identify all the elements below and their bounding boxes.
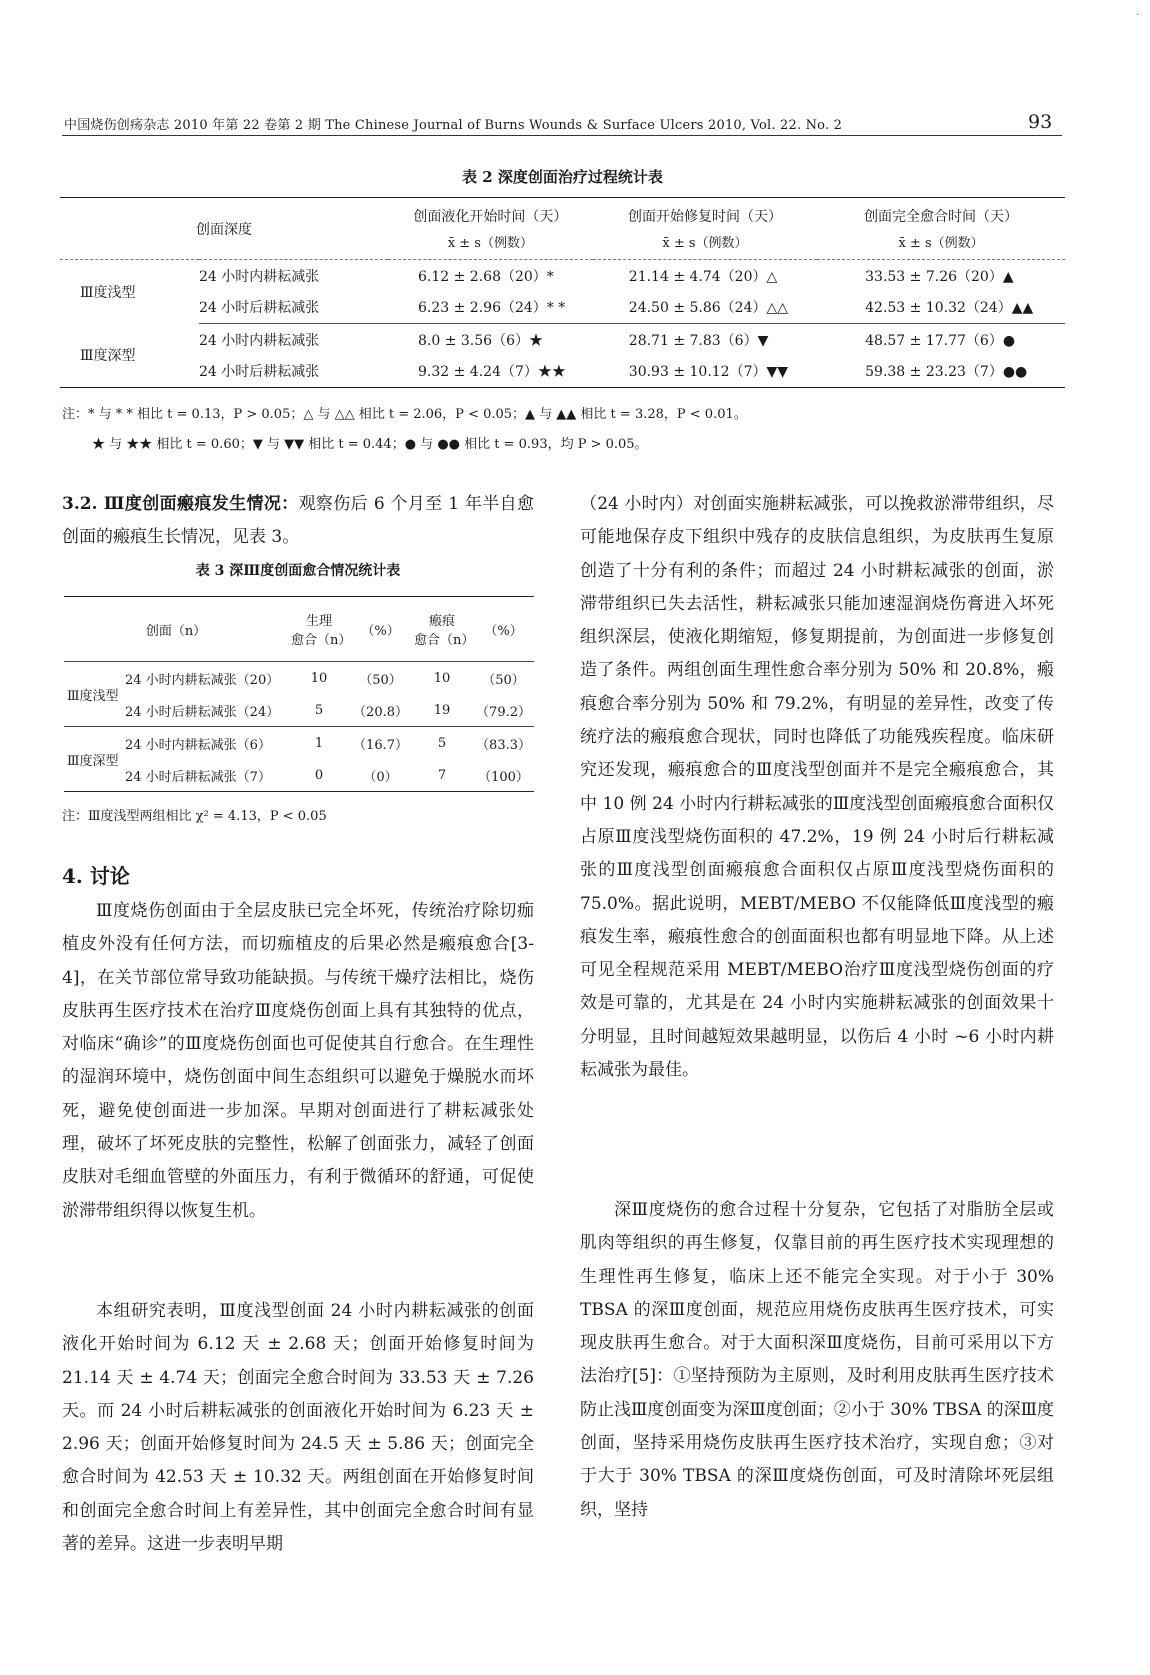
table-row (64, 662, 534, 695)
table2-col-repair-unit: x̄ ± s（例数） (662, 236, 748, 251)
table2-cell: 28.71 ± 7.83（6）▼ (628, 332, 769, 349)
table2-cell: 6.23 ± 2.96（24）* * (388, 292, 593, 324)
table3-col-pct2: （%） (473, 597, 534, 662)
table2-col-depth-label: 创面深度 (196, 221, 252, 238)
section-4-heading: 4. 讨论 (62, 864, 130, 888)
table2-col-liquefaction (388, 198, 593, 260)
table3-col-phys-unit: 愈合（n） (291, 633, 352, 648)
table-row (60, 324, 1065, 356)
table2-cell: 33.53 ± 7.26（20）▲ (865, 268, 1014, 285)
table3-caption: 表 3 深Ⅲ度创面愈合情况统计表 (195, 563, 401, 579)
table3-col-phys (288, 597, 350, 662)
table2-row-label: 24 小时后耕耘减张 (199, 356, 388, 388)
discussion-paragraph-2: 本组研究表明，Ⅲ度浅型创面 24 小时内耕耘减张的创面液化开始时间为 6.12 天 ± 2.68 天；创面开始修复时间为 21.14 天 ± 4.74 天；创面完全愈合时间为 33.53 天 ± 7.26 天。而 24 小时后耕耘减张的创面液化开始时间为 6.23 天 ± 2.96 天；创面开始修复时间为 24.5 天 ± 5.86 天；创面完全愈合时间为 42.53 天 ± 10.32 天。两组创面在开始修复时间和创面完全愈合时间上有差异性，其中创面完全愈合时间有显著的差异。这进一步表明早期 (62, 1301, 534, 1555)
table2-cell: 6.12 ± 2.68（20）* (418, 268, 554, 285)
page-number: 93 (1028, 111, 1053, 133)
table3-col-scar (411, 597, 473, 662)
table3-cell: 5 (411, 727, 473, 760)
table3-cell: （20.8） (353, 704, 408, 720)
table3-cell: 10 (310, 670, 328, 686)
table2-col-repair (593, 198, 817, 260)
table3-col-scar-unit: 愈合（n） (414, 633, 475, 648)
table3-col-phys-label: 生理 (306, 614, 333, 629)
table3-cell: 7 (411, 759, 473, 792)
table2-cell: 8.0 ± 3.56（6）★ (418, 332, 543, 349)
table3-col-scar-label: 瘢痕 (429, 614, 456, 629)
table3-col-pct: （%） (350, 597, 411, 662)
table-row (64, 727, 534, 760)
table2-col-repair-label: 创面开始修复时间（天） (627, 209, 782, 225)
table2-cell: 9.32 ± 4.24（7）★★ (388, 356, 593, 388)
table2-col-liquefaction-label: 创面液化开始时间（天） (413, 209, 568, 225)
table2-header-row (60, 198, 1065, 260)
table2-col-healing-label: 创面完全愈合时间（天） (864, 209, 1019, 225)
table3-cell: 0 (288, 759, 350, 792)
table2-col-healing (817, 198, 1065, 260)
table3-note: 注：Ⅲ度浅型两组相比 χ² = 4.13，P < 0.05 (62, 809, 327, 824)
table2-col-depth (60, 198, 388, 260)
table2-group-label: Ⅲ度深型 (60, 324, 199, 388)
table3-cell: 5 (314, 702, 324, 718)
table2-cell: 48.57 ± 17.77（6）● (865, 332, 1016, 349)
table3-header-row (64, 597, 534, 662)
table-row (60, 292, 1065, 324)
corner-mark: · (1136, 10, 1140, 21)
table2-group-label: Ⅲ度浅型 (80, 284, 136, 301)
discussion-paragraph-3: （24 小时内）对创面实施耕耘减张，可以挽救淤滞带组织，尽可能地保存皮下组织中残存的皮肤信息组织，为皮肤再生复原创造了十分有利的条件；而超过 24 小时耕耘减张的创面，淤滞带组织已失去活性，耕耘减张只能加速湿润烧伤膏进入坏死组织深层，使液化期缩短，修复期提前，为创面进一步修复创造了条件。两组创面生理性愈合率分别为 50% 和 20.8%，瘢痕愈合率分别为 50% 和 79.2%，有明显的差异性，改变了传统疗法的瘢痕愈合现状，同时也降低了功能残疾程度。临床研究还发现，瘢痕愈合的Ⅲ度浅型创面并不是完全瘢痕愈合，其中 10 例 24 小时内行耕耘减张的Ⅲ度浅型创面瘢痕愈合面积仅占原Ⅲ度浅型烧伤面积的 47.2%，19 例 24 小时后行耕耘减张的Ⅲ度浅型创面瘢痕愈合面积仅占原Ⅲ度浅型烧伤面积的 75.0%。据此说明，MEBT/MEBO 不仅能降低Ⅲ度浅型的瘢痕发生率，瘢痕性愈合的创面面积也都有明显地下降。从上述可见全程规范采用 MEBT/MEBO治疗Ⅲ度浅型烧伤创面的疗效是可靠的，尤其是在 24 小时内实施耕耘减张的创面效果十分明显，且时间越短效果越明显，以伤后 4 小时 ~6 小时内耕耘减张为最佳。 (580, 494, 1054, 1081)
table3-cell: 19 (433, 702, 451, 718)
table2-cell: 21.14 ± 4.74（20）△ (628, 268, 778, 285)
table2-caption: 表 2 深度创面治疗过程统计表 (462, 168, 663, 186)
table2-row-label: 24 小时内耕耘减张 (199, 268, 320, 285)
table3-cell: （16.7） (350, 727, 411, 760)
header-rule (62, 135, 1062, 136)
table-row (64, 694, 534, 727)
table-row (64, 759, 534, 792)
table2-col-healing-unit: x̄ ± s（例数） (898, 236, 984, 251)
table2-note-2: ★ 与 ★★ 相比 t = 0.60；▼ 与 ▼▼ 相比 t = 0.44；● 与 ●● 相比 t = 0.93，均 P > 0.05。 (92, 437, 648, 452)
table2-row-label: 24 小时后耕耘减张 (199, 292, 388, 324)
table3-row-label: 24 小时后耕耘减张（24） (125, 704, 280, 720)
table2-col-liquefaction-unit: x̄ ± s（例数） (447, 236, 533, 251)
discussion-paragraph-4: 深Ⅲ度烧伤的愈合过程十分复杂，它包括了对脂肪全层或肌肉等组织的再生修复，仅靠目前的再生医疗技术实现理想的生理性再生修复，临床上还不能完全实现。对于小于 30% TBSA 的深Ⅲ度创面，规范应用烧伤皮肤再生医疗技术，可实现皮肤再生愈合。对于大面积深Ⅲ度烧伤，目前可采用以下方法治疗[5]：①坚持预防为主原则，及时利用皮肤再生医疗技术防止浅Ⅲ度创面变为深Ⅲ度创面；②小于 30% TBSA 的深Ⅲ度创面，坚持采用烧伤皮肤再生医疗技术治疗，实现自愈；③对于大于 30% TBSA 的深Ⅲ度烧伤创面，可及时清除坏死层组织，坚持 (580, 1200, 1054, 1520)
table3-row-label: 24 小时内耕耘减张（6） (122, 727, 288, 760)
table3-cell: （0） (350, 759, 411, 792)
table3-cell: （50） (359, 672, 402, 688)
table2-cell: 42.53 ± 10.32（24）▲▲ (817, 292, 1065, 324)
table2-row-label: 24 小时内耕耘减张 (199, 332, 320, 349)
section-3-2-text: 观察伤后 6 个月至 1 年半自愈创面的瘢痕生长情况，见表 3。 (62, 494, 534, 548)
table-row (60, 260, 1065, 292)
table3-col-wound: 创面（n） (64, 597, 288, 662)
table3-row-label: 24 小时内耕耘减张（20） (125, 672, 280, 688)
table3-cell: （100） (473, 759, 534, 792)
running-header: 中国烧伤创疡杂志 2010 年第 22 卷第 2 期 The Chinese Journal of Burns Wounds & Surface Ulcers 2010, Vol. 22. No. 2 (64, 118, 843, 133)
table3-cell: 1 (288, 727, 350, 760)
table3-cell: （50） (482, 672, 525, 688)
table-3 (64, 596, 534, 792)
table3-group-label: Ⅲ度浅型 (67, 688, 119, 704)
section-3-2-paragraph (62, 488, 534, 555)
table-row (60, 356, 1065, 388)
table2-cell: 30.93 ± 10.12（7）▼▼ (593, 356, 817, 388)
table3-cell: （79.2） (476, 704, 531, 720)
table3-row-label: 24 小时后耕耘减张（7） (122, 759, 288, 792)
table2-note-1: 注：* 与 * * 相比 t = 0.13，P > 0.05；△ 与 △△ 相比 t = 2.06，P < 0.05；▲ 与 ▲▲ 相比 t = 3.28，P < 0.01。 (62, 407, 747, 422)
table3-cell: 10 (433, 670, 451, 686)
table3-cell: （83.3） (473, 727, 534, 760)
table2-cell: 24.50 ± 5.86（24）△△ (593, 292, 817, 324)
discussion-paragraph-1: Ⅲ度烧伤创面由于全层皮肤已完全坏死，传统治疗除切痂植皮外没有任何方法，而切痂植皮的后果必然是瘢痕愈合[3-4]，在关节部位常导致功能缺损。与传统干燥疗法相比，烧伤皮肤再生医疗技术在治疗Ⅲ度烧伤创面上具有其独特的优点，对临床“确诊”的Ⅲ度烧伤创面也可促使其自行愈合。在生理性的湿润环境中，烧伤创面中间生态组织可以避免于燥脱水而坏死，避免使创面进一步加深。早期对创面进行了耕耘减张处理，破坏了坏死皮肤的完整性，松解了创面张力，减轻了创面皮肤对毛细血管壁的外面压力，有利于微循环的舒通，可促使淤滞带组织得以恢复生机。 (62, 901, 534, 1221)
table2-cell: 59.38 ± 23.23（7）●● (817, 356, 1065, 388)
section-3-2-heading: 3.2. Ⅲ度创面瘢痕发生情况： (62, 494, 299, 514)
table3-group-label: Ⅲ度深型 (64, 727, 122, 792)
table-2 (60, 197, 1065, 388)
